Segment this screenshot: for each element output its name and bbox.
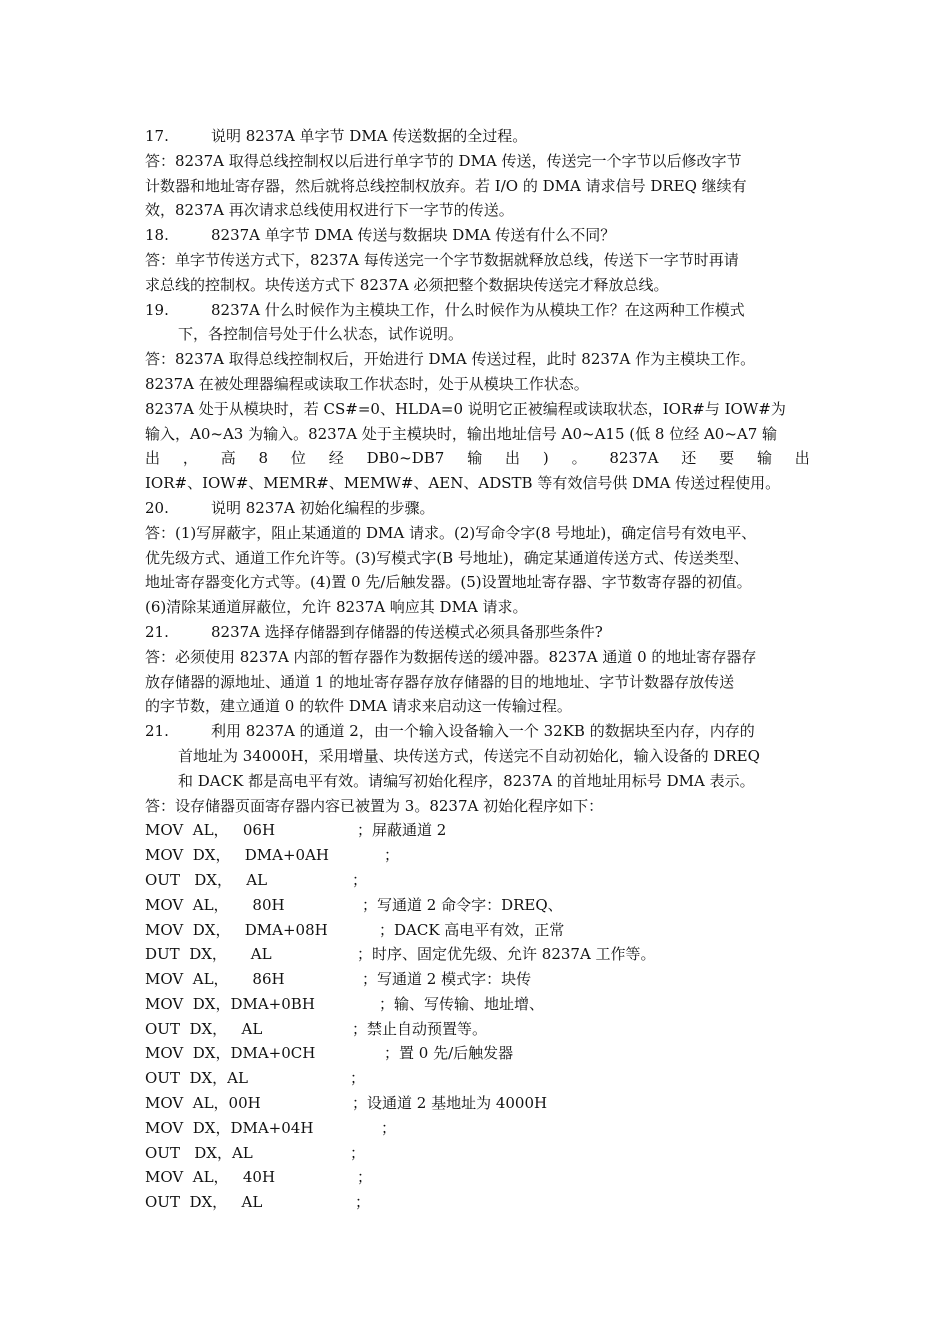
answer-line: 效，8237A 再次请求总线使用权进行下一字节的传送。 [145, 201, 514, 220]
question-text: 8237A 选择存储器到存储器的传送模式必须具备那些条件? [211, 622, 603, 641]
answer-line: 计数器和地址寄存器，然后就将总线控制权放弃。若 I/O 的 DMA 请求信号 DREQ 继续有 [145, 176, 747, 195]
code-line [145, 967, 810, 992]
code-comment: ； [350, 1069, 366, 1088]
code-instruction: MOV DX，DMA+0CH [145, 1044, 316, 1063]
question-number: 21. [145, 622, 169, 641]
answer-line: 放存储器的源地址、通道 1 的地址寄存器存放存储器的目的地地址、字节计数器存放传送 [145, 672, 735, 691]
code-line [145, 868, 810, 893]
code-line [145, 1141, 810, 1166]
answer-line: 8237A 处于从模块时，若 CS#=0、HLDA=0 说明它正被编程或读取状态，IOR#与 IOW#为 [145, 399, 786, 418]
justified-word: 要 [719, 449, 735, 468]
answer-line: 答：(1)写屏蔽字，阻止某通道的 DMA 请求。(2)写命令字(8 号地址)，确定信号有效电平、 [145, 523, 757, 542]
answer-line: 求总线的控制权。块传送方式下 8237A 必须把整个数据块传送完才释放总线。 [145, 275, 669, 294]
code-instruction: MOV AL， 40H [145, 1168, 276, 1187]
justified-word: 出 [505, 449, 521, 468]
code-line [145, 918, 810, 943]
code-line [145, 1091, 810, 1116]
code-instruction: MOV AL，00H [145, 1094, 261, 1113]
question-text: 8237A 单字节 DMA 传送与数据块 DMA 传送有什么不同？ [211, 226, 616, 245]
justified-word: 8237A [609, 449, 659, 468]
code-comment: ；输、写传输、地址增、 [379, 994, 545, 1013]
document-page [145, 124, 810, 1215]
code-comment: ；设通道 2 基地址为 4000H [352, 1094, 548, 1113]
code-comment: ；禁止自动预置等。 [352, 1019, 488, 1038]
answer-line: 地址寄存器变化方式等。(4)置 0 先/后触发器。(5)设置地址寄存器、字节数寄存器的初值。 [145, 573, 752, 592]
code-instruction: DUT DX， AL [145, 945, 272, 964]
code-instruction: OUT DX，AL [145, 1069, 248, 1088]
justified-word: 高 [220, 449, 236, 468]
code-instruction: MOV DX，DMA+04H [145, 1118, 314, 1137]
question-continuation: 首地址为 34000H，采用增量、块传送方式，传送完不自动初始化，输入设备的 DREQ [178, 746, 760, 765]
code-instruction: OUT DX， AL [145, 870, 268, 889]
justified-word: ， [182, 449, 198, 468]
code-instruction: MOV AL， 80H [145, 895, 285, 914]
code-instruction: MOV DX， DMA+0AH [145, 846, 330, 865]
question-number: 21. [145, 722, 169, 741]
answer-line: IOR#、IOW#、MEMR#、MEMW#、AEN、ADSTB 等有效信号供 DMA 传送过程使用。 [145, 474, 781, 493]
code-line [145, 1017, 810, 1042]
code-comment: ； [355, 1193, 371, 1212]
justified-word: 位 [290, 449, 306, 468]
code-comment: ；时序、固定优先级、允许 8237A 工作等。 [357, 945, 656, 964]
code-line [145, 1190, 810, 1215]
answer-line: 答：设存储器页面寄存器内容已被置为 3。8237A 初始化程序如下： [145, 796, 604, 815]
answer-line: 答：8237A 取得总线控制权以后进行单字节的 DMA 传送，传送完一个字节以后修改字节 [145, 151, 742, 170]
question-line [145, 496, 810, 521]
question-number: 19. [145, 300, 169, 319]
question-line [145, 124, 810, 149]
answer-line: 8237A 在被处理器编程或读取工作状态时，处于从模块工作状态。 [145, 374, 589, 393]
question-number: 18. [145, 226, 169, 245]
justified-word: 出 [145, 449, 161, 468]
justified-word: 出 [794, 449, 810, 468]
question-line [145, 719, 810, 744]
answer-line: 输入，A0~A3 为输入。8237A 处于主模块时，输出地址信号 A0~A15 (低 8 位经 A0~A7 输 [145, 424, 778, 443]
justified-word: DB0~DB7 [366, 449, 445, 468]
code-instruction: OUT DX， AL [145, 1019, 263, 1038]
justified-word: 输 [756, 449, 772, 468]
code-comment: ；置 0 先/后触发器 [384, 1044, 514, 1063]
question-text: 利用 8237A 的通道 2，由一个输入设备输入一个 32KB 的数据块至内存，内存的 [211, 722, 755, 741]
justified-word: 8 [258, 449, 269, 468]
answer-line: 答：必须使用 8237A 内部的暂存器作为数据传送的缓冲器。8237A 通道 0 的地址寄存器存 [145, 647, 757, 666]
code-comment: ； [384, 846, 400, 865]
question-continuation: 和 DACK 都是高电平有效。请编写初始化程序，8237A 的首地址用标号 DMA 表示。 [178, 771, 755, 790]
code-line [145, 1165, 810, 1190]
code-comment: ；屏蔽通道 2 [357, 821, 447, 840]
code-comment: ；写通道 2 命令字：DREQ、 [362, 895, 563, 914]
code-comment: ； [350, 1143, 366, 1162]
question-text: 8237A 什么时候作为主模块工作，什么时候作为从模块工作？在这两种工作模式 [211, 300, 745, 319]
question-text: 说明 8237A 单字节 DMA 传送数据的全过程。 [211, 127, 528, 145]
question-line [145, 223, 810, 248]
code-line [145, 1066, 810, 1091]
code-line [145, 818, 810, 843]
code-comment: ； [381, 1118, 397, 1137]
code-instruction: MOV AL， 06H [145, 821, 276, 840]
code-instruction: MOV AL， 86H [145, 970, 285, 989]
answer-line: 答：单字节传送方式下，8237A 每传送完一个字节数据就释放总线，传送下一字节时再请 [145, 250, 739, 269]
answer-line: 优先级方式、通道工作允许等。(3)写模式字(B 号地址)，确定某通道传送方式、传送类型、 [145, 548, 749, 567]
justified-word: 输 [467, 449, 483, 468]
code-comment: ； [352, 870, 368, 889]
justified-word: 还 [681, 449, 697, 468]
code-line [145, 893, 810, 918]
code-instruction: MOV DX， DMA+08H [145, 920, 328, 939]
question-continuation: 下，各控制信号处于什么状态，试作说明。 [178, 325, 464, 344]
answer-line: 答：8237A 取得总线控制权后，开始进行 DMA 传送过程，此时 8237A 作为主模块工作。 [145, 350, 756, 369]
justified-answer-line [145, 446, 810, 471]
justified-word: 经 [328, 449, 344, 468]
question-number: 20. [145, 498, 169, 517]
code-comment: ； [357, 1168, 373, 1187]
code-line [145, 992, 810, 1017]
question-line [145, 298, 810, 323]
code-comment: ；写通道 2 模式字：块传 [362, 970, 532, 989]
code-instruction: OUT DX， AL [145, 1193, 263, 1212]
justified-word: ) [542, 449, 549, 468]
code-line [145, 1116, 810, 1141]
code-line [145, 942, 810, 967]
justified-word: 。 [571, 449, 587, 468]
code-instruction: MOV DX，DMA+0BH [145, 994, 315, 1013]
code-line [145, 1041, 810, 1066]
question-text: 说明 8237A 初始化编程的步骤。 [211, 498, 435, 517]
question-line [145, 620, 810, 645]
code-line [145, 843, 810, 868]
answer-line: (6)清除某通道屏蔽位，允许 8237A 响应其 DMA 请求。 [145, 598, 528, 617]
code-comment: ；DACK 高电平有效，正常 [379, 920, 565, 939]
question-number: 17. [145, 127, 169, 145]
answer-line: 的字节数，建立通道 0 的软件 DMA 请求来启动这一传输过程。 [145, 697, 572, 716]
code-instruction: OUT DX，AL [145, 1143, 253, 1162]
